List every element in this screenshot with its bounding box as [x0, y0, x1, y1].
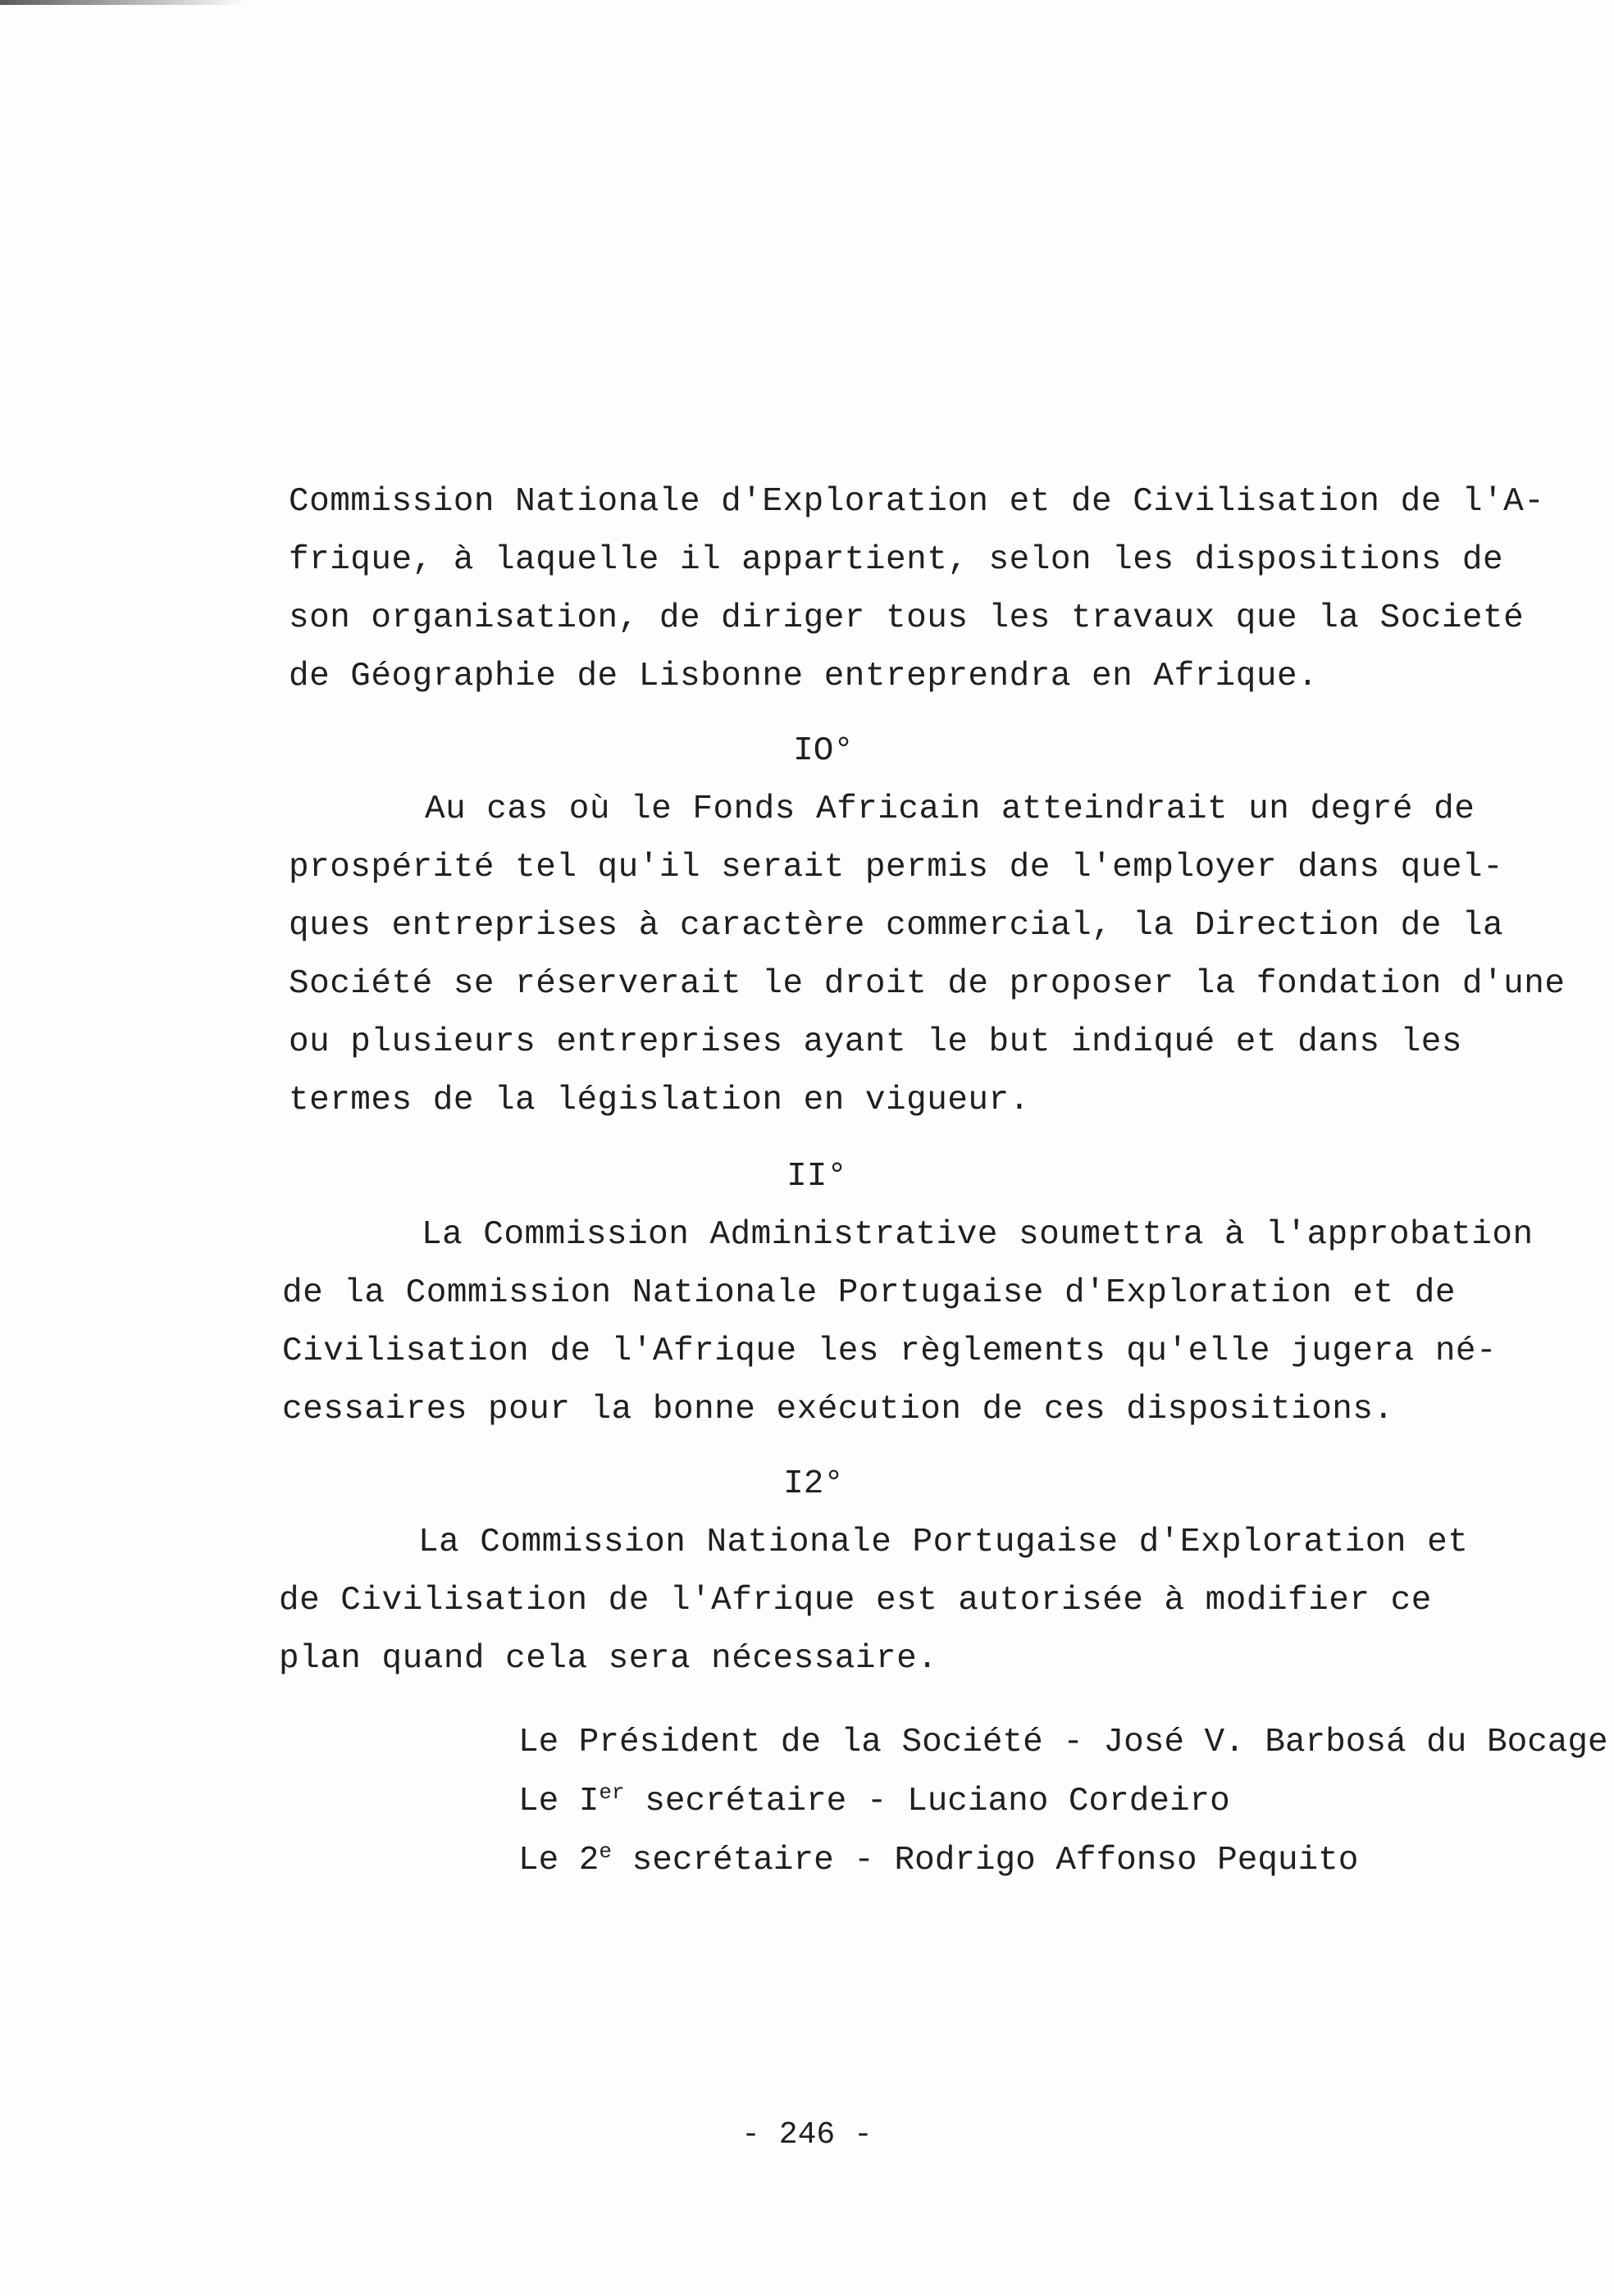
signature-first-secretary-ordinal: er	[599, 1780, 625, 1805]
article-10-line-1: Au cas où le Fonds Africain atteindrait un degré de	[425, 790, 1475, 828]
signature-second-secretary-name: secrétaire - Rodrigo Affonso Pequito	[612, 1842, 1359, 1879]
article-10-line-4: Société se réserverait le droit de proposer la fondation d'une	[289, 965, 1566, 1003]
article-10-line-2: prospérité tel qu'il serait permis de l'employer dans quel-	[289, 849, 1504, 886]
article-10-number: IO°	[793, 732, 854, 770]
opening-paragraph-line-3: son organisation, de diriger tous les travaux que la Societé	[289, 599, 1525, 637]
signature-second-secretary	[518, 1839, 1359, 1879]
opening-paragraph-line-2: frique, à laquelle il appartient, selon les dispositions de	[289, 541, 1504, 579]
article-11-line-4: cessaires pour la bonne exécution de ces dispositions.	[282, 1391, 1394, 1428]
article-11-line-2: de la Commission Nationale Portugaise d'Exploration et de	[282, 1274, 1456, 1312]
page-number: - 246 -	[741, 2117, 873, 2152]
opening-paragraph-line-1: Commission Nationale d'Exploration et de Civilisation de l'A-	[289, 483, 1545, 521]
signature-second-secretary-ordinal: e	[599, 1839, 613, 1864]
signature-first-secretary	[518, 1780, 1230, 1820]
article-12-line-1: La Commission Nationale Portugaise d'Exploration et	[418, 1524, 1469, 1561]
signature-first-secretary-prefix: Le I	[518, 1783, 600, 1820]
article-10-line-6: termes de la législation en vigueur.	[289, 1082, 1030, 1119]
opening-paragraph-line-4: de Géographie de Lisbonne entreprendra en Afrique.	[289, 658, 1319, 695]
article-12-number: I2°	[783, 1465, 844, 1503]
scan-edge-mark	[0, 0, 246, 5]
article-11-line-1: La Commission Administrative soumettra à l'approbation	[422, 1216, 1534, 1254]
signature-president	[518, 1726, 1608, 1760]
article-11-number: II°	[786, 1158, 847, 1196]
article-12-line-2: de Civilisation de l'Afrique est autorisée à modifier ce	[279, 1582, 1432, 1620]
article-10-line-3: ques entreprises à caractère commercial, la Direction de la	[289, 907, 1504, 945]
article-11-line-3: Civilisation de l'Afrique les règlements qu'elle jugera né-	[282, 1332, 1498, 1370]
article-12-line-3: plan quand cela sera nécessaire.	[279, 1640, 938, 1678]
signature-second-secretary-prefix: Le 2	[518, 1842, 600, 1879]
signature-president-text: Le Président de la Société - José V. Barbosá du Bocage	[518, 1724, 1608, 1761]
signature-first-secretary-name: secrétaire - Luciano Cordeiro	[624, 1783, 1230, 1820]
article-10-line-5: ou plusieurs entreprises ayant le but indiqué et dans les	[289, 1023, 1462, 1061]
